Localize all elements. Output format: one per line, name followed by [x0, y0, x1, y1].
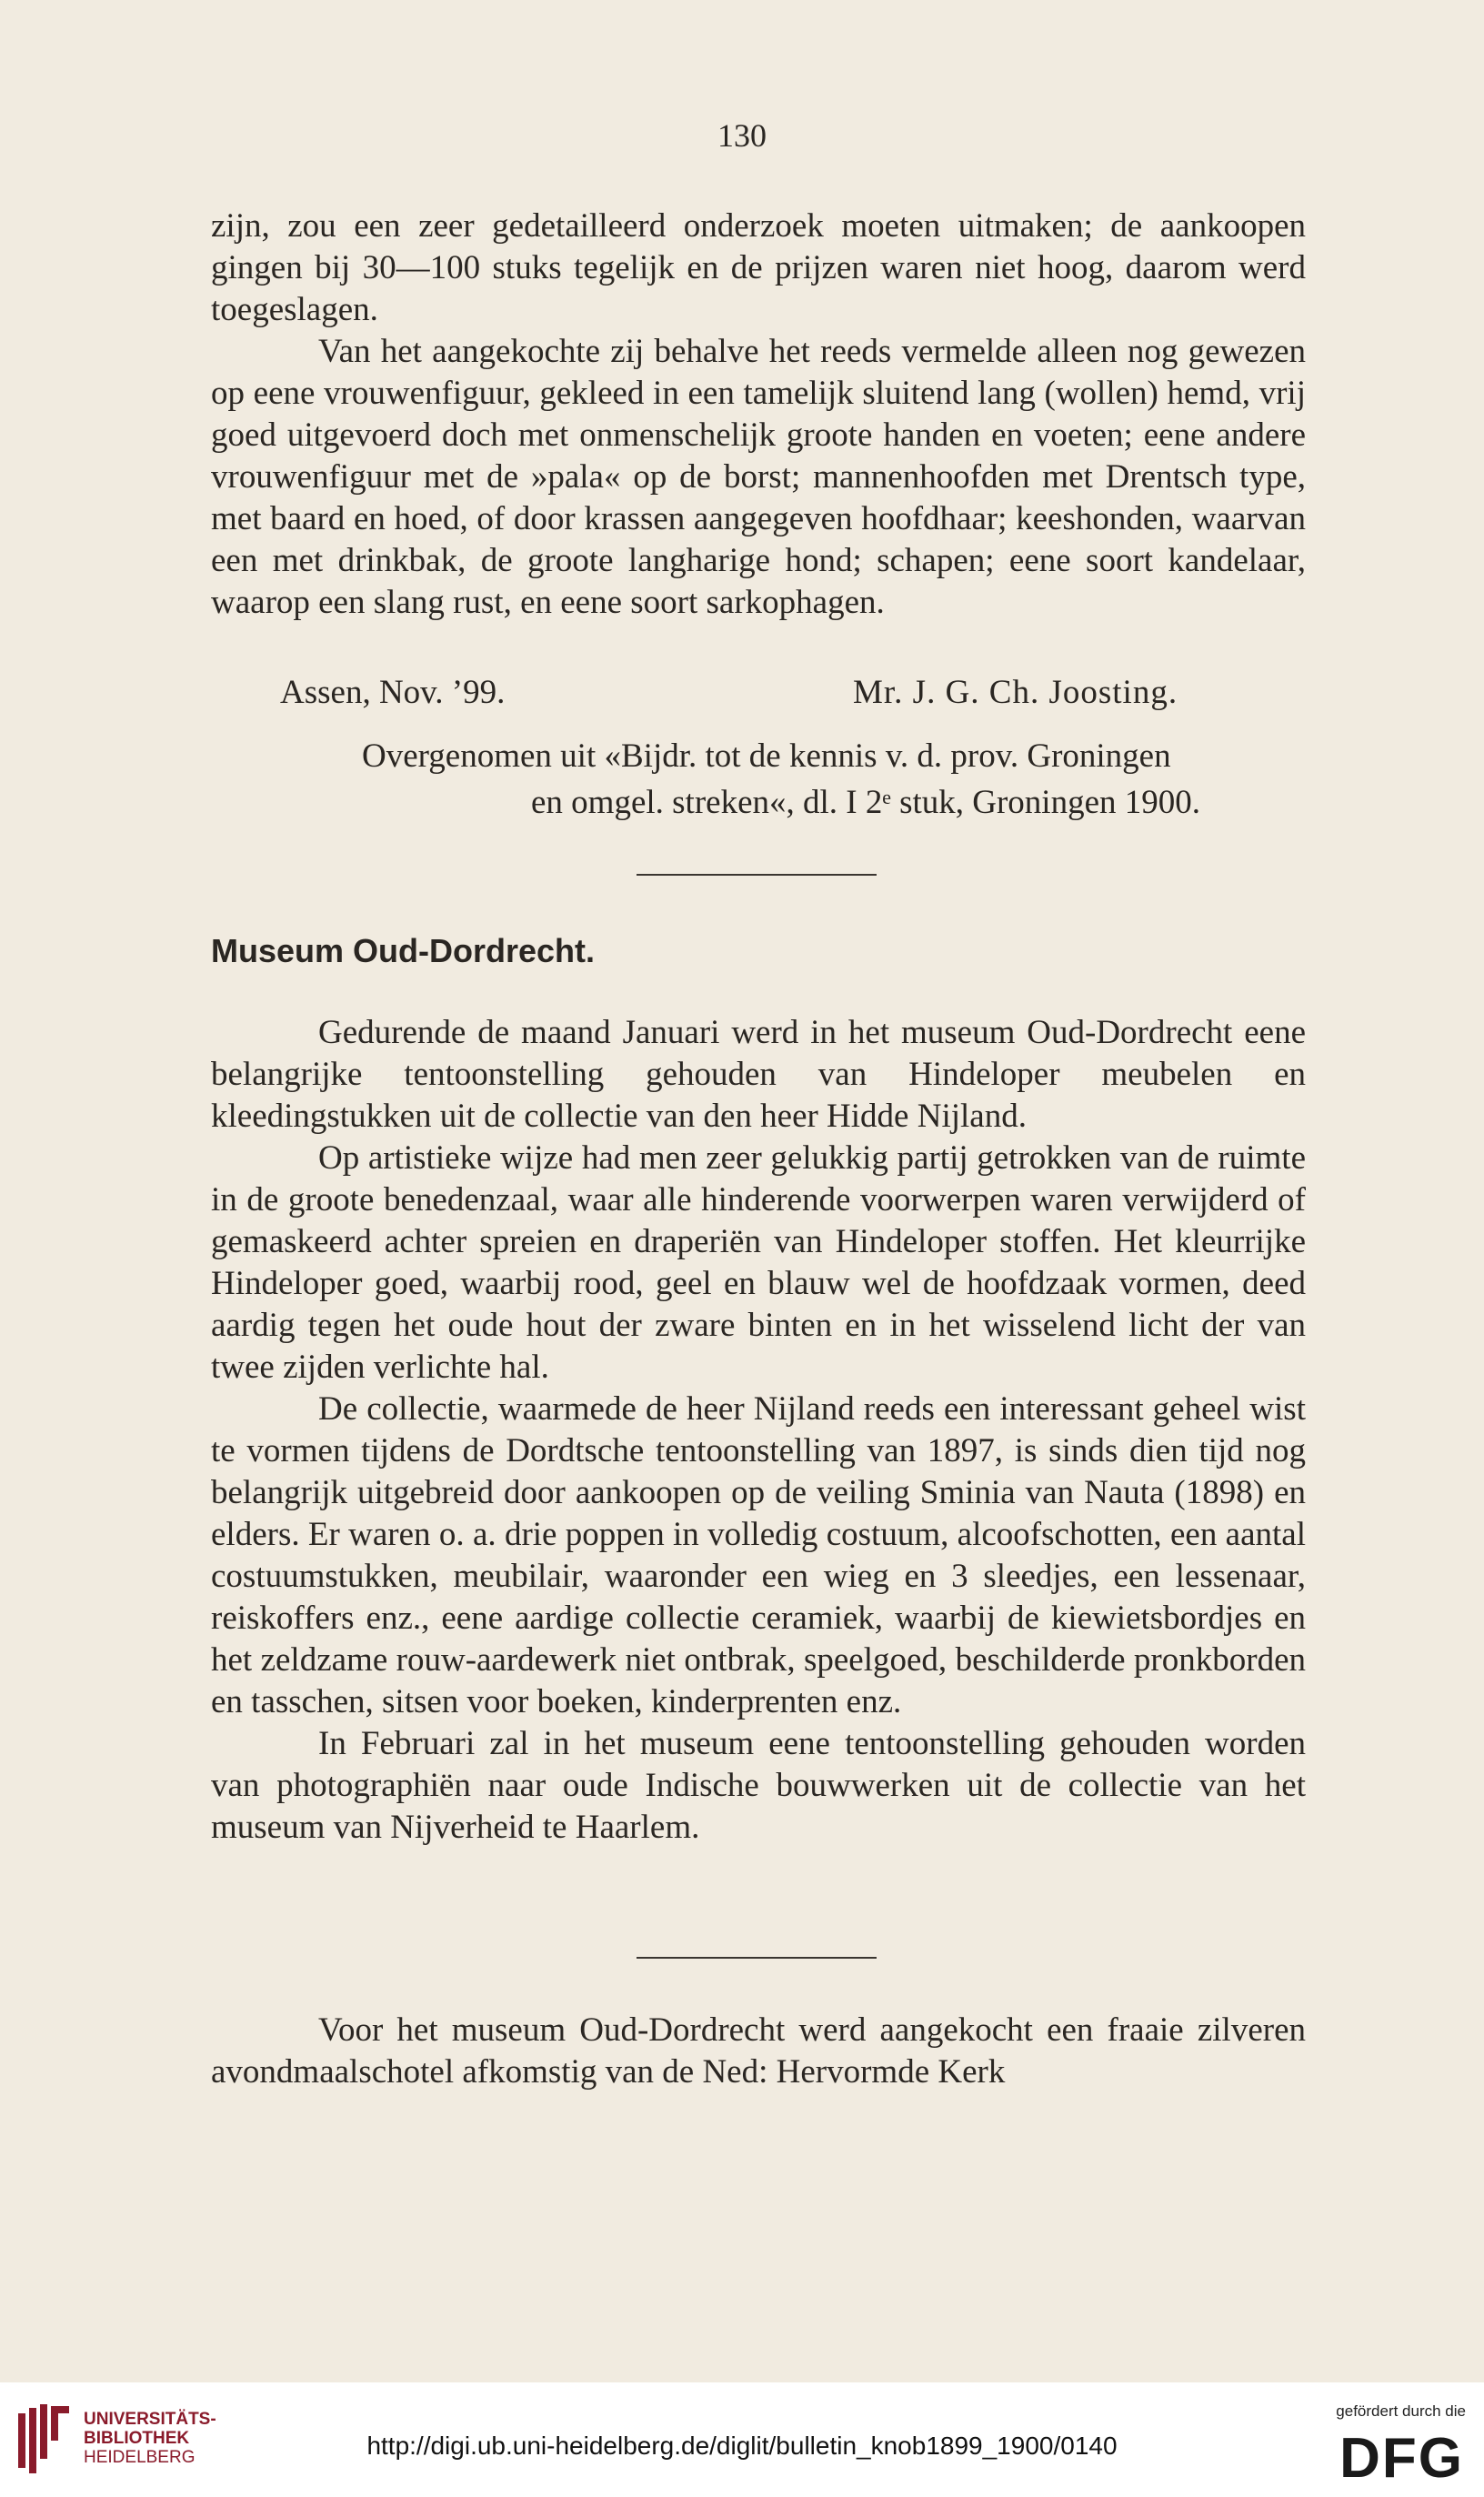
- paragraph: De collectie, waarmede de heer Nijland reeds een interessant geheel wist te vormen tijdens de Dordtsche tentoonstelling van 1897, is sinds dien tijd nog belangrijk uitgebreid door aankoopen op de veiling Sminia van Nauta (1898) en elders. Er waren o. a. drie poppen in volledig costuum, alcoofschotten, een aantal costuumstukken, meubilair, waaronder een wieg en 3 sleedjes, een lessenaar, reiskoffers enz., eene aardige collectie ceramiek, waarbij de kiewietsbordjes en het zeldzame rouw-aardewerk niet ontbrak, speelgoed, beschilderde pronkborden en tasschen, sitsen voor boeken, kinderprenten enz.: [211, 1390, 1306, 1720]
- final-text: [211, 2010, 1306, 2093]
- source-note-line: Overgenomen uit «Bijdr. tot de kennis v. d. prov. Groningen: [362, 737, 1171, 775]
- page-number: 130: [717, 117, 767, 154]
- paragraph: Op artistieke wijze had men zeer gelukkig partij getrokken van de ruimte in de groote benedenzaal, waar alle hinderende voorwerpen waren verwijderd of gemaskeerd achter spreien en draperiën van Hindeloper stoffen. Het kleurrijke Hindeloper goed, waarbij rood, geel en blauw wel de hoofdzaak vormen, deed aardig tegen het oude hout der zware binten en in het wisselend licht der van twee zijden verlichte hal.: [211, 1139, 1306, 1386]
- paragraph: In Februari zal in het museum eene tentoonstelling gehouden worden van photographiën naar oude Indische bouwwerken uit de collectie van het museum van Nijverheid te Haarlem.: [211, 1725, 1306, 1846]
- museum-text: [211, 1012, 1306, 1849]
- funded-by-text: gefördert durch die: [1336, 2402, 1466, 2420]
- library-name-line: UNIVERSITÄTS-: [84, 2410, 216, 2429]
- paragraph: Gedurende de maand Januari werd in het museum Oud-Dordrecht eene belangrijke tentoonstelling gehouden van Hindeloper meubelen en kleedingstukken uit de collectie van den heer Hidde Nijland.: [211, 1014, 1306, 1135]
- signature-line: [211, 673, 1306, 715]
- signature-name: Mr. J. G. Ch. Joosting.: [853, 674, 1178, 711]
- source-note-line: en omgel. streken«, dl. I 2ᵉ stuk, Groningen 1900.: [531, 784, 1201, 821]
- section-divider: [637, 874, 877, 876]
- paragraph: zijn, zou een zeer gedetailleerd onderzoek moeten uitmaken; de aankoopen gingen bij 30—100 stuks tegelijk en de prijzen waren niet hoog, daarom werd toegeslagen.: [211, 207, 1306, 328]
- signature-place-date: Assen, Nov. ’99.: [280, 674, 506, 711]
- section-heading: Museum Oud-Dordrecht.: [211, 932, 596, 969]
- dfg-logo: DFG: [1339, 2427, 1464, 2490]
- intro-text: [211, 206, 1306, 624]
- footer-bar: [0, 2382, 1484, 2497]
- paragraph: Van het aangekochte zij behalve het reeds vermelde alleen nog gewezen op eene vrouwenfiguur, gekleed in een tamelijk sluitend lang (wollen) hemd, vrij goed uitgevoerd doch met onmenschelijk groote handen en voeten; eene andere vrouwenfiguur met de »pala« op de borst; mannenhoofden met Drentsch type, met baard en hoed, of door krassen aangegeven hoofdhaar; keeshonden, waarvan een met drinkbak, de groote langharige hond; schapen; eene soort kandelaar, waarop een slang rust, en eene soort sarkophagen.: [211, 333, 1306, 621]
- source-url-link[interactable]: http://digi.ub.uni-heidelberg.de/diglit/bulletin_knob1899_1900/0140: [366, 2432, 1118, 2460]
- library-name-line: BIBLIOTHEK: [84, 2429, 190, 2448]
- section-divider: [637, 1957, 877, 1959]
- library-name-line: HEIDELBERG: [84, 2448, 196, 2467]
- paragraph: Voor het museum Oud-Dordrecht werd aangekocht een fraaie zilveren avondmaalschotel afkomstig van de Ned: Hervormde Kerk: [211, 2011, 1306, 2091]
